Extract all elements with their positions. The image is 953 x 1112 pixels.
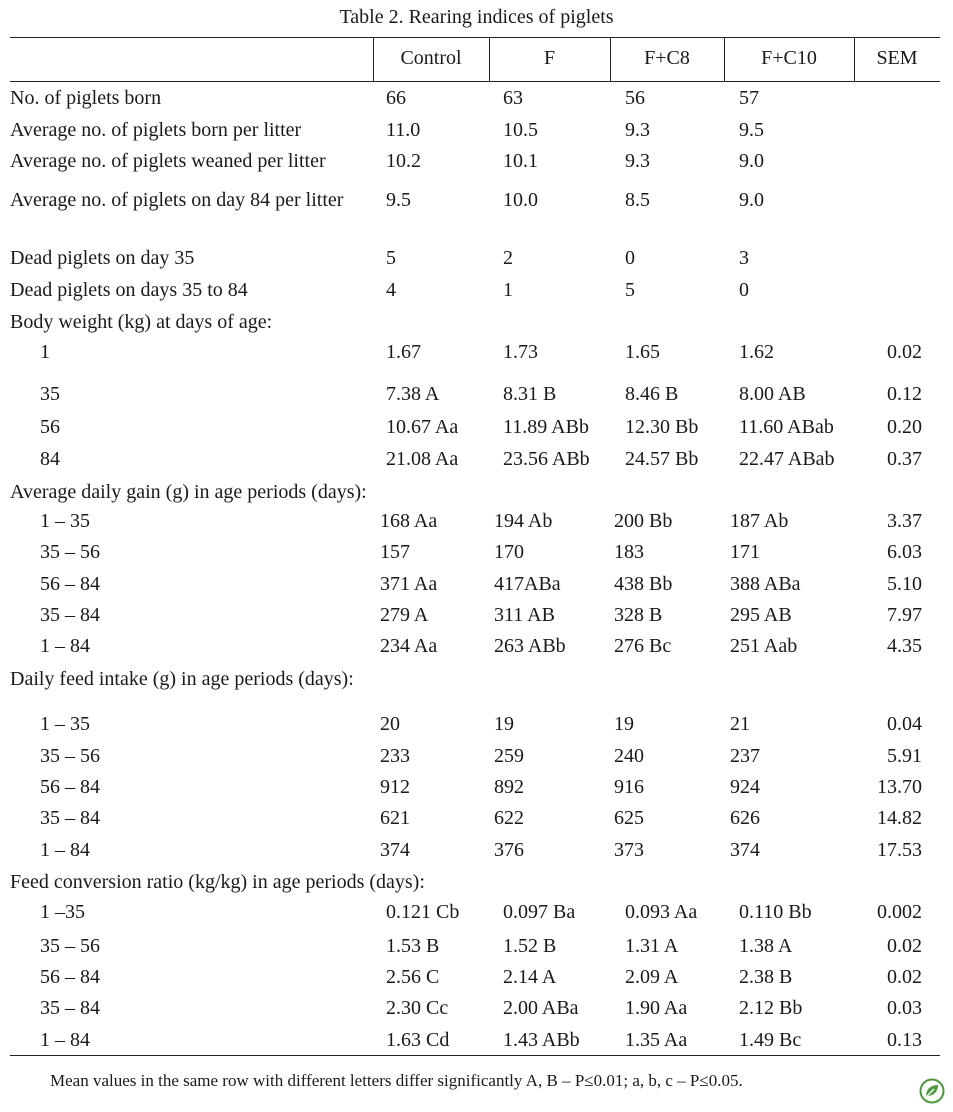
row-label-dfi-56-84: 56 – 84 — [40, 776, 100, 798]
cell-bw-56-f-c8: 12.30 Bb — [625, 416, 699, 438]
cell-dfi-35-56-f-c10: 237 — [730, 745, 760, 767]
cell-fcr-1-84-f-c10: 1.49 Bc — [739, 1029, 802, 1051]
cell-bw-84-f-c10: 22.47 ABab — [739, 448, 835, 470]
cell-fcr-35-56-f-c8: 1.31 A — [625, 935, 679, 957]
row-label-dfi-35-84: 35 – 84 — [40, 807, 100, 829]
cell-fcr-1-84-f-c8: 1.35 Aa — [625, 1029, 688, 1051]
cell-fcr-35-56-sem: 0.02 — [887, 935, 922, 957]
cell-fcr-1-35-f-c8: 0.093 Aa — [625, 901, 698, 923]
cell-fcr-35-56-f: 1.52 B — [503, 935, 557, 957]
cell-bw-56-f: 11.89 ABb — [503, 416, 589, 438]
cell-dead-35-84-f-c8: 5 — [625, 279, 635, 301]
cell-dfi-1-35-control: 20 — [380, 713, 400, 735]
row-label-fcr-35-56: 35 – 56 — [40, 935, 100, 957]
cell-adg-35-84-control: 279 A — [380, 604, 429, 626]
row-label-weaned-per-litter: Average no. of piglets weaned per litter — [10, 150, 326, 172]
cell-bw-84-f-c8: 24.57 Bb — [625, 448, 699, 470]
cell-adg-1-35-sem: 3.37 — [887, 510, 922, 532]
cell-dfi-1-84-f: 376 — [494, 839, 524, 861]
cell-fcr-1-35-f: 0.097 Ba — [503, 901, 576, 923]
row-label-dfi-1-84: 1 – 84 — [40, 839, 90, 861]
cell-weaned-per-litter-f-c8: 9.3 — [625, 150, 650, 172]
table-title: Table 2. Rearing indices of piglets — [339, 6, 614, 28]
cell-dead-35-84-control: 4 — [386, 279, 396, 301]
cell-adg-1-35-f-c10: 187 Ab — [730, 510, 789, 532]
column-header-control: Control — [400, 47, 462, 69]
cell-born-control: 66 — [386, 87, 406, 109]
cell-fcr-35-84-sem: 0.03 — [887, 997, 922, 1019]
cell-bw-56-f-c10: 11.60 ABab — [739, 416, 834, 438]
cell-dfi-35-56-sem: 5.91 — [887, 745, 922, 767]
row-label-born: No. of piglets born — [10, 87, 162, 109]
cell-fcr-1-35-f-c10: 0.110 Bb — [739, 901, 812, 923]
cell-adg-1-84-f-c8: 276 Bc — [614, 635, 672, 657]
cell-dead-day35-control: 5 — [386, 247, 396, 269]
cell-weaned-per-litter-control: 10.2 — [386, 150, 421, 172]
cell-adg-1-35-f: 194 Ab — [494, 510, 553, 532]
row-label-bw-84: 84 — [40, 448, 60, 470]
row-label-adg-heading: Average daily gain (g) in age periods (days): — [10, 481, 367, 503]
bottom-rule — [10, 1055, 940, 1056]
cell-bw-84-f: 23.56 ABb — [503, 448, 590, 470]
row-label-day84-per-litter: Average no. of piglets on day 84 per litter — [10, 189, 344, 211]
cell-fcr-1-84-control: 1.63 Cd — [386, 1029, 450, 1051]
cell-fcr-35-56-f-c10: 1.38 A — [739, 935, 793, 957]
row-label-dfi-1-35: 1 – 35 — [40, 713, 90, 735]
cell-bw-35-control: 7.38 A — [386, 383, 440, 405]
cell-adg-56-84-control: 371 Aa — [380, 573, 438, 595]
row-label-bw-35: 35 — [40, 383, 60, 405]
cell-day84-per-litter-f: 10.0 — [503, 189, 538, 211]
row-label-bw-1: 1 — [40, 341, 50, 363]
cell-dfi-35-84-sem: 14.82 — [877, 807, 922, 829]
cell-bw-35-sem: 0.12 — [887, 383, 922, 405]
cell-bw-84-sem: 0.37 — [887, 448, 922, 470]
cell-bw-1-f: 1.73 — [503, 341, 538, 363]
cell-fcr-56-84-sem: 0.02 — [887, 966, 922, 988]
cell-dfi-1-84-sem: 17.53 — [877, 839, 922, 861]
cell-adg-1-84-f-c10: 251 Aab — [730, 635, 798, 657]
cell-fcr-56-84-f-c8: 2.09 A — [625, 966, 679, 988]
cell-adg-35-84-f-c8: 328 B — [614, 604, 663, 626]
cell-weaned-per-litter-f: 10.1 — [503, 150, 538, 172]
column-header-f: F — [543, 47, 556, 69]
row-label-body-weight-heading: Body weight (kg) at days of age: — [10, 311, 273, 333]
row-label-adg-35-56: 35 – 56 — [40, 541, 100, 563]
cell-dfi-1-35-sem: 0.04 — [887, 713, 922, 735]
cell-dfi-56-84-f-c10: 924 — [730, 776, 760, 798]
cell-bw-35-f-c10: 8.00 AB — [739, 383, 806, 405]
cell-dead-day35-f-c8: 0 — [625, 247, 635, 269]
row-label-fcr-35-84: 35 – 84 — [40, 997, 100, 1019]
cell-dead-day35-f: 2 — [503, 247, 513, 269]
top-rule — [10, 37, 940, 38]
cell-bw-35-f-c8: 8.46 B — [625, 383, 679, 405]
cell-fcr-56-84-f-c10: 2.38 B — [739, 966, 793, 988]
cell-bw-56-control: 10.67 Aa — [386, 416, 459, 438]
row-label-adg-35-84: 35 – 84 — [40, 604, 100, 626]
cell-born-f-c10: 57 — [739, 87, 759, 109]
cell-dfi-1-35-f-c8: 19 — [614, 713, 634, 735]
cell-adg-1-84-sem: 4.35 — [887, 635, 922, 657]
row-label-adg-1-84: 1 – 84 — [40, 635, 90, 657]
leaf-logo-icon — [919, 1078, 945, 1104]
cell-fcr-56-84-f: 2.14 A — [503, 966, 557, 988]
cell-dfi-35-84-f-c8: 625 — [614, 807, 644, 829]
cell-day84-per-litter-control: 9.5 — [386, 189, 411, 211]
cell-adg-56-84-sem: 5.10 — [887, 573, 922, 595]
cell-dfi-35-84-f-c10: 626 — [730, 807, 760, 829]
row-label-fcr-heading: Feed conversion ratio (kg/kg) in age periods (days): — [10, 871, 425, 893]
cell-fcr-35-84-f: 2.00 ABa — [503, 997, 579, 1019]
cell-born-per-litter-control: 11.0 — [386, 119, 421, 141]
cell-dead-35-84-f-c10: 0 — [739, 279, 749, 301]
cell-fcr-56-84-control: 2.56 C — [386, 966, 440, 988]
cell-born-per-litter-f: 10.5 — [503, 119, 538, 141]
row-label-fcr-1-84: 1 – 84 — [40, 1029, 90, 1051]
cell-dead-day35-f-c10: 3 — [739, 247, 749, 269]
row-label-dfi-35-56: 35 – 56 — [40, 745, 100, 767]
column-header-f-c10: F+C10 — [761, 47, 817, 69]
cell-adg-35-56-f-c8: 183 — [614, 541, 644, 563]
column-header-sem: SEM — [876, 47, 918, 69]
cell-adg-1-84-f: 263 ABb — [494, 635, 566, 657]
cell-dead-35-84-f: 1 — [503, 279, 513, 301]
cell-fcr-35-84-control: 2.30 Cc — [386, 997, 449, 1019]
cell-born-f-c8: 56 — [625, 87, 645, 109]
cell-dfi-1-35-f: 19 — [494, 713, 514, 735]
cell-dfi-35-56-f-c8: 240 — [614, 745, 644, 767]
cell-dfi-1-84-control: 374 — [380, 839, 410, 861]
cell-bw-1-control: 1.67 — [386, 341, 421, 363]
cell-born-per-litter-f-c8: 9.3 — [625, 119, 650, 141]
row-label-adg-1-35: 1 – 35 — [40, 510, 90, 532]
cell-fcr-1-35-sem: 0.002 — [877, 901, 922, 923]
cell-adg-56-84-f: 417ABa — [494, 573, 561, 595]
cell-dfi-35-56-control: 233 — [380, 745, 410, 767]
cell-born-per-litter-f-c10: 9.5 — [739, 119, 764, 141]
cell-dfi-56-84-f: 892 — [494, 776, 524, 798]
cell-dfi-35-84-f: 622 — [494, 807, 524, 829]
cell-dfi-56-84-sem: 13.70 — [877, 776, 922, 798]
table-footnote: Mean values in the same row with different letters differ significantly A, B – P≤0.01; a, b, c – P≤0.05. — [50, 1071, 743, 1090]
cell-fcr-1-84-sem: 0.13 — [887, 1029, 922, 1051]
cell-adg-56-84-f-c8: 438 Bb — [614, 573, 673, 595]
row-label-dead-day35: Dead piglets on day 35 — [10, 247, 195, 269]
cell-bw-1-sem: 0.02 — [887, 341, 922, 363]
cell-adg-35-84-f: 311 AB — [494, 604, 555, 626]
column-header-f-c8: F+C8 — [644, 47, 690, 69]
cell-born-f: 63 — [503, 87, 523, 109]
cell-dfi-35-56-f: 259 — [494, 745, 524, 767]
cell-adg-1-35-control: 168 Aa — [380, 510, 438, 532]
cell-adg-35-84-f-c10: 295 AB — [730, 604, 792, 626]
row-label-bw-56: 56 — [40, 416, 60, 438]
cell-fcr-35-84-f-c8: 1.90 Aa — [625, 997, 688, 1019]
cell-adg-56-84-f-c10: 388 ABa — [730, 573, 801, 595]
cell-fcr-35-56-control: 1.53 B — [386, 935, 440, 957]
cell-bw-1-f-c10: 1.62 — [739, 341, 774, 363]
header-rule — [10, 81, 940, 82]
cell-bw-1-f-c8: 1.65 — [625, 341, 660, 363]
cell-bw-56-sem: 0.20 — [887, 416, 922, 438]
cell-dfi-56-84-f-c8: 916 — [614, 776, 644, 798]
row-label-fcr-1-35: 1 –35 — [40, 901, 85, 923]
row-label-dead-35-84: Dead piglets on days 35 to 84 — [10, 279, 248, 301]
cell-dfi-1-84-f-c8: 373 — [614, 839, 644, 861]
cell-fcr-35-84-f-c10: 2.12 Bb — [739, 997, 803, 1019]
row-label-fcr-56-84: 56 – 84 — [40, 966, 100, 988]
cell-weaned-per-litter-f-c10: 9.0 — [739, 150, 764, 172]
cell-adg-35-84-sem: 7.97 — [887, 604, 922, 626]
cell-dfi-1-84-f-c10: 374 — [730, 839, 760, 861]
row-label-dfi-heading: Daily feed intake (g) in age periods (days): — [10, 668, 354, 690]
row-label-born-per-litter: Average no. of piglets born per litter — [10, 119, 302, 141]
cell-adg-1-35-f-c8: 200 Bb — [614, 510, 673, 532]
cell-adg-35-56-control: 157 — [380, 541, 410, 563]
cell-fcr-1-84-f: 1.43 ABb — [503, 1029, 580, 1051]
cell-day84-per-litter-f-c8: 8.5 — [625, 189, 650, 211]
cell-dfi-1-35-f-c10: 21 — [730, 713, 750, 735]
cell-adg-35-56-f: 170 — [494, 541, 524, 563]
cell-adg-1-84-control: 234 Aa — [380, 635, 438, 657]
cell-fcr-1-35-control: 0.121 Cb — [386, 901, 460, 923]
cell-bw-84-control: 21.08 Aa — [386, 448, 459, 470]
cell-dfi-56-84-control: 912 — [380, 776, 410, 798]
row-label-adg-56-84: 56 – 84 — [40, 573, 100, 595]
cell-day84-per-litter-f-c10: 9.0 — [739, 189, 764, 211]
cell-dfi-35-84-control: 621 — [380, 807, 410, 829]
cell-adg-35-56-sem: 6.03 — [887, 541, 922, 563]
cell-adg-35-56-f-c10: 171 — [730, 541, 760, 563]
cell-bw-35-f: 8.31 B — [503, 383, 557, 405]
